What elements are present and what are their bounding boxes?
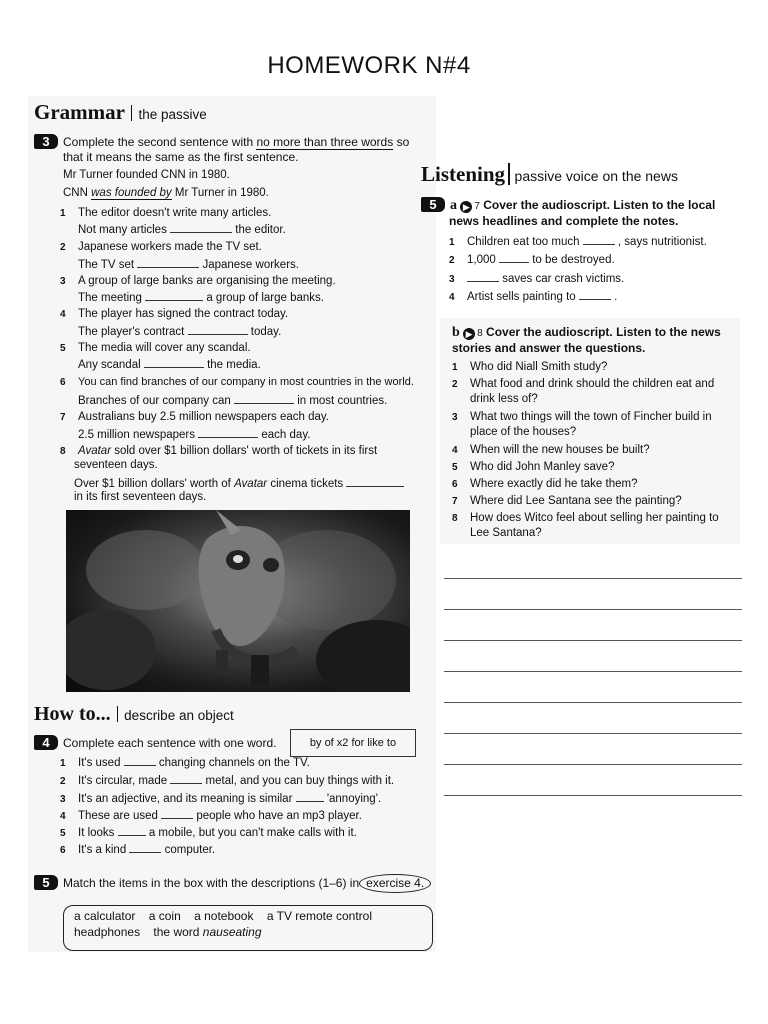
list-item: 1 It's used changing channels on the TV. [60,757,310,769]
list-item: 1 Children eat too much , says nutritionist. [449,236,707,248]
list-item: 3 A group of large banks are organising the meeting. [60,275,336,287]
answer-blank[interactable] [188,324,248,335]
circled-reference: exercise 4. [359,874,431,893]
grammar-instruction [34,134,434,165]
answer-blank[interactable] [583,234,615,245]
list-item-continuation: seventeen days. [74,459,158,471]
instruction-text: Complete the second sentence with [63,135,254,149]
match-item-italic: nauseating [202,925,262,939]
match-items-row-1 [74,909,372,923]
match-item: the word [153,925,200,939]
list-item: 6 It's a kind computer. [60,844,216,856]
grammar-heading [34,100,207,125]
list-item: 5 The media will cover any scandal. [60,342,251,354]
exercise-number-badge: 5 [34,875,58,890]
list-item-continuation: Over $1 billion dollars' worth of Avatar cinema tickets [74,476,404,492]
example-text: CNN [63,187,88,199]
grammar-title: Grammar [34,100,125,124]
list-item-continuation: in its first seventeen days. [74,491,207,503]
part-letter: b [452,325,460,340]
page-title: HOMEWORK N#4 [267,52,471,79]
list-item: 4 Artist sells painting to . [449,291,618,303]
answer-blank[interactable] [170,773,202,784]
list-item: Branches of our company can in most countries. [78,395,388,407]
list-item: 4 The player has signed the contract today. [60,308,289,320]
howto-instruction [34,735,276,751]
list-item: 4 When will the new houses be built? [452,444,650,456]
listening-part-b-instruction-line2: stories and answer the questions. [452,341,646,355]
answer-line[interactable] [444,578,742,579]
answer-blank[interactable] [170,222,232,233]
answer-blank[interactable] [144,357,204,368]
listening-part-a-instruction-line2: news headlines and complete the notes. [449,214,679,228]
answer-blank[interactable] [499,252,529,263]
instruction-underlined-text: no more than three words [256,135,394,149]
answer-blank[interactable] [467,271,499,282]
exercise-number-badge: 4 [34,735,58,750]
howto-title: How to... [34,703,111,725]
heading-divider [131,105,133,121]
match-item: a TV remote control [266,909,372,923]
match-item: a coin [148,909,181,923]
answer-blank[interactable] [137,257,199,268]
list-item: 2 Japanese workers made the TV set. [60,241,262,253]
answer-blank[interactable] [129,842,161,853]
answer-blank[interactable] [346,476,404,487]
answer-blank[interactable] [145,290,203,301]
match-item: a calculator [74,909,136,923]
list-item: 1 The editor doesn't write many articles. [60,207,272,219]
example-sentence-2 [63,186,269,201]
answer-blank[interactable] [161,808,193,819]
track-number: 8 [477,328,483,339]
instruction-text: Complete each sentence with one word. [63,736,277,750]
audio-track-icon: ▶ [460,201,472,213]
howto-subtitle: describe an object [124,708,234,723]
instruction-text: Cover the audioscript. Listen to the news [486,325,721,339]
match-item: headphones [74,925,141,939]
list-item: 2 1,000 to be destroyed. [449,254,615,266]
track-number: 7 [474,201,480,212]
list-item: Not many articles the editor. [78,224,286,236]
list-item: 7 Where did Lee Santana see the painting? [452,495,682,507]
howto-heading [34,703,234,726]
grammar-subtitle: the passive [138,107,207,122]
word-box: by of x2 for like to [290,729,416,757]
avatar-movie-photo [66,510,410,692]
list-item: The player's contract today. [78,326,282,338]
answer-line[interactable] [444,702,742,703]
list-item: 3 It's an adjective, and its meaning is similar 'annoying'. [60,793,382,805]
list-item-continuation: drink less of? [470,393,538,405]
list-item: 3 What two things will the town of Fincher build in [452,411,712,423]
answer-blank[interactable] [198,427,258,438]
listening-heading [421,162,678,187]
answer-line[interactable] [444,733,742,734]
list-item: 7 Australians buy 2.5 million newspapers each day. [60,411,330,423]
listening-part-a-instruction [421,197,715,214]
listening-part-b-instruction [452,325,721,341]
list-item: 4 These are used people who have an mp3 player. [60,810,362,822]
heading-divider [117,706,119,722]
exercise-number-badge: 5 [421,197,445,212]
example-answer: was founded by [91,187,172,199]
list-item: 2.5 million newspapers each day. [78,429,311,441]
example-sentence-1: Mr Turner founded CNN in 1980. [63,169,230,181]
list-item: 1 Who did Niall Smith study? [452,361,608,373]
instruction-text: Match the items in the box with the descriptions (1–6) in [63,876,360,890]
exercise-number-badge: 3 [34,134,58,149]
match-items-box [63,905,433,951]
list-item: Any scandal the media. [78,359,261,371]
instruction-text: that it means the same as the first sentence. [63,150,299,164]
list-item: 5 It looks a mobile, but you can't make calls with it. [60,827,357,839]
part-letter: a [450,198,457,213]
match-instruction [34,874,431,893]
heading-divider [508,163,510,185]
list-item: The TV set Japanese workers. [78,259,299,271]
answer-line[interactable] [444,640,742,641]
list-item-continuation: place of the houses? [470,426,577,438]
list-item: 8 How does Witco feel about selling her painting to [452,512,719,524]
answer-line[interactable] [444,609,742,610]
list-item: 6 Where exactly did he take them? [452,478,638,490]
answer-blank[interactable] [124,755,156,766]
answer-line[interactable] [444,764,742,765]
answer-blank[interactable] [234,393,294,404]
instruction-text: so [396,135,410,149]
answer-blank[interactable] [296,791,324,802]
list-item: 5 Who did John Manley save? [452,461,615,473]
listening-subtitle: passive voice on the news [514,168,678,184]
instruction-text: Cover the audioscript. Listen to the local [483,198,716,212]
match-item: a notebook [194,909,254,923]
answer-line[interactable] [444,795,742,796]
list-item: 2 It's circular, made metal, and you can buy things with it. [60,775,395,787]
match-items-row-2 [74,925,262,939]
list-item: The meeting a group of large banks. [78,292,324,304]
audio-track-icon: ▶ [463,328,475,340]
list-item: 8 Avatar sold over $1 billion dollars' worth of tickets in its first [60,445,378,457]
photo-illustration [66,510,410,692]
list-item: 2 What food and drink should the children eat and [452,378,715,390]
list-item-continuation: Lee Santana? [470,527,542,539]
answer-blank[interactable] [118,825,146,836]
listening-title: Listening [421,162,506,186]
list-item: 3 saves car crash victims. [449,273,625,285]
answer-line[interactable] [444,671,742,672]
list-item: 6 You can find branches of our company in most countries in the world. [60,376,414,388]
answer-blank[interactable] [579,289,611,300]
example-text: Mr Turner in 1980. [174,187,269,199]
